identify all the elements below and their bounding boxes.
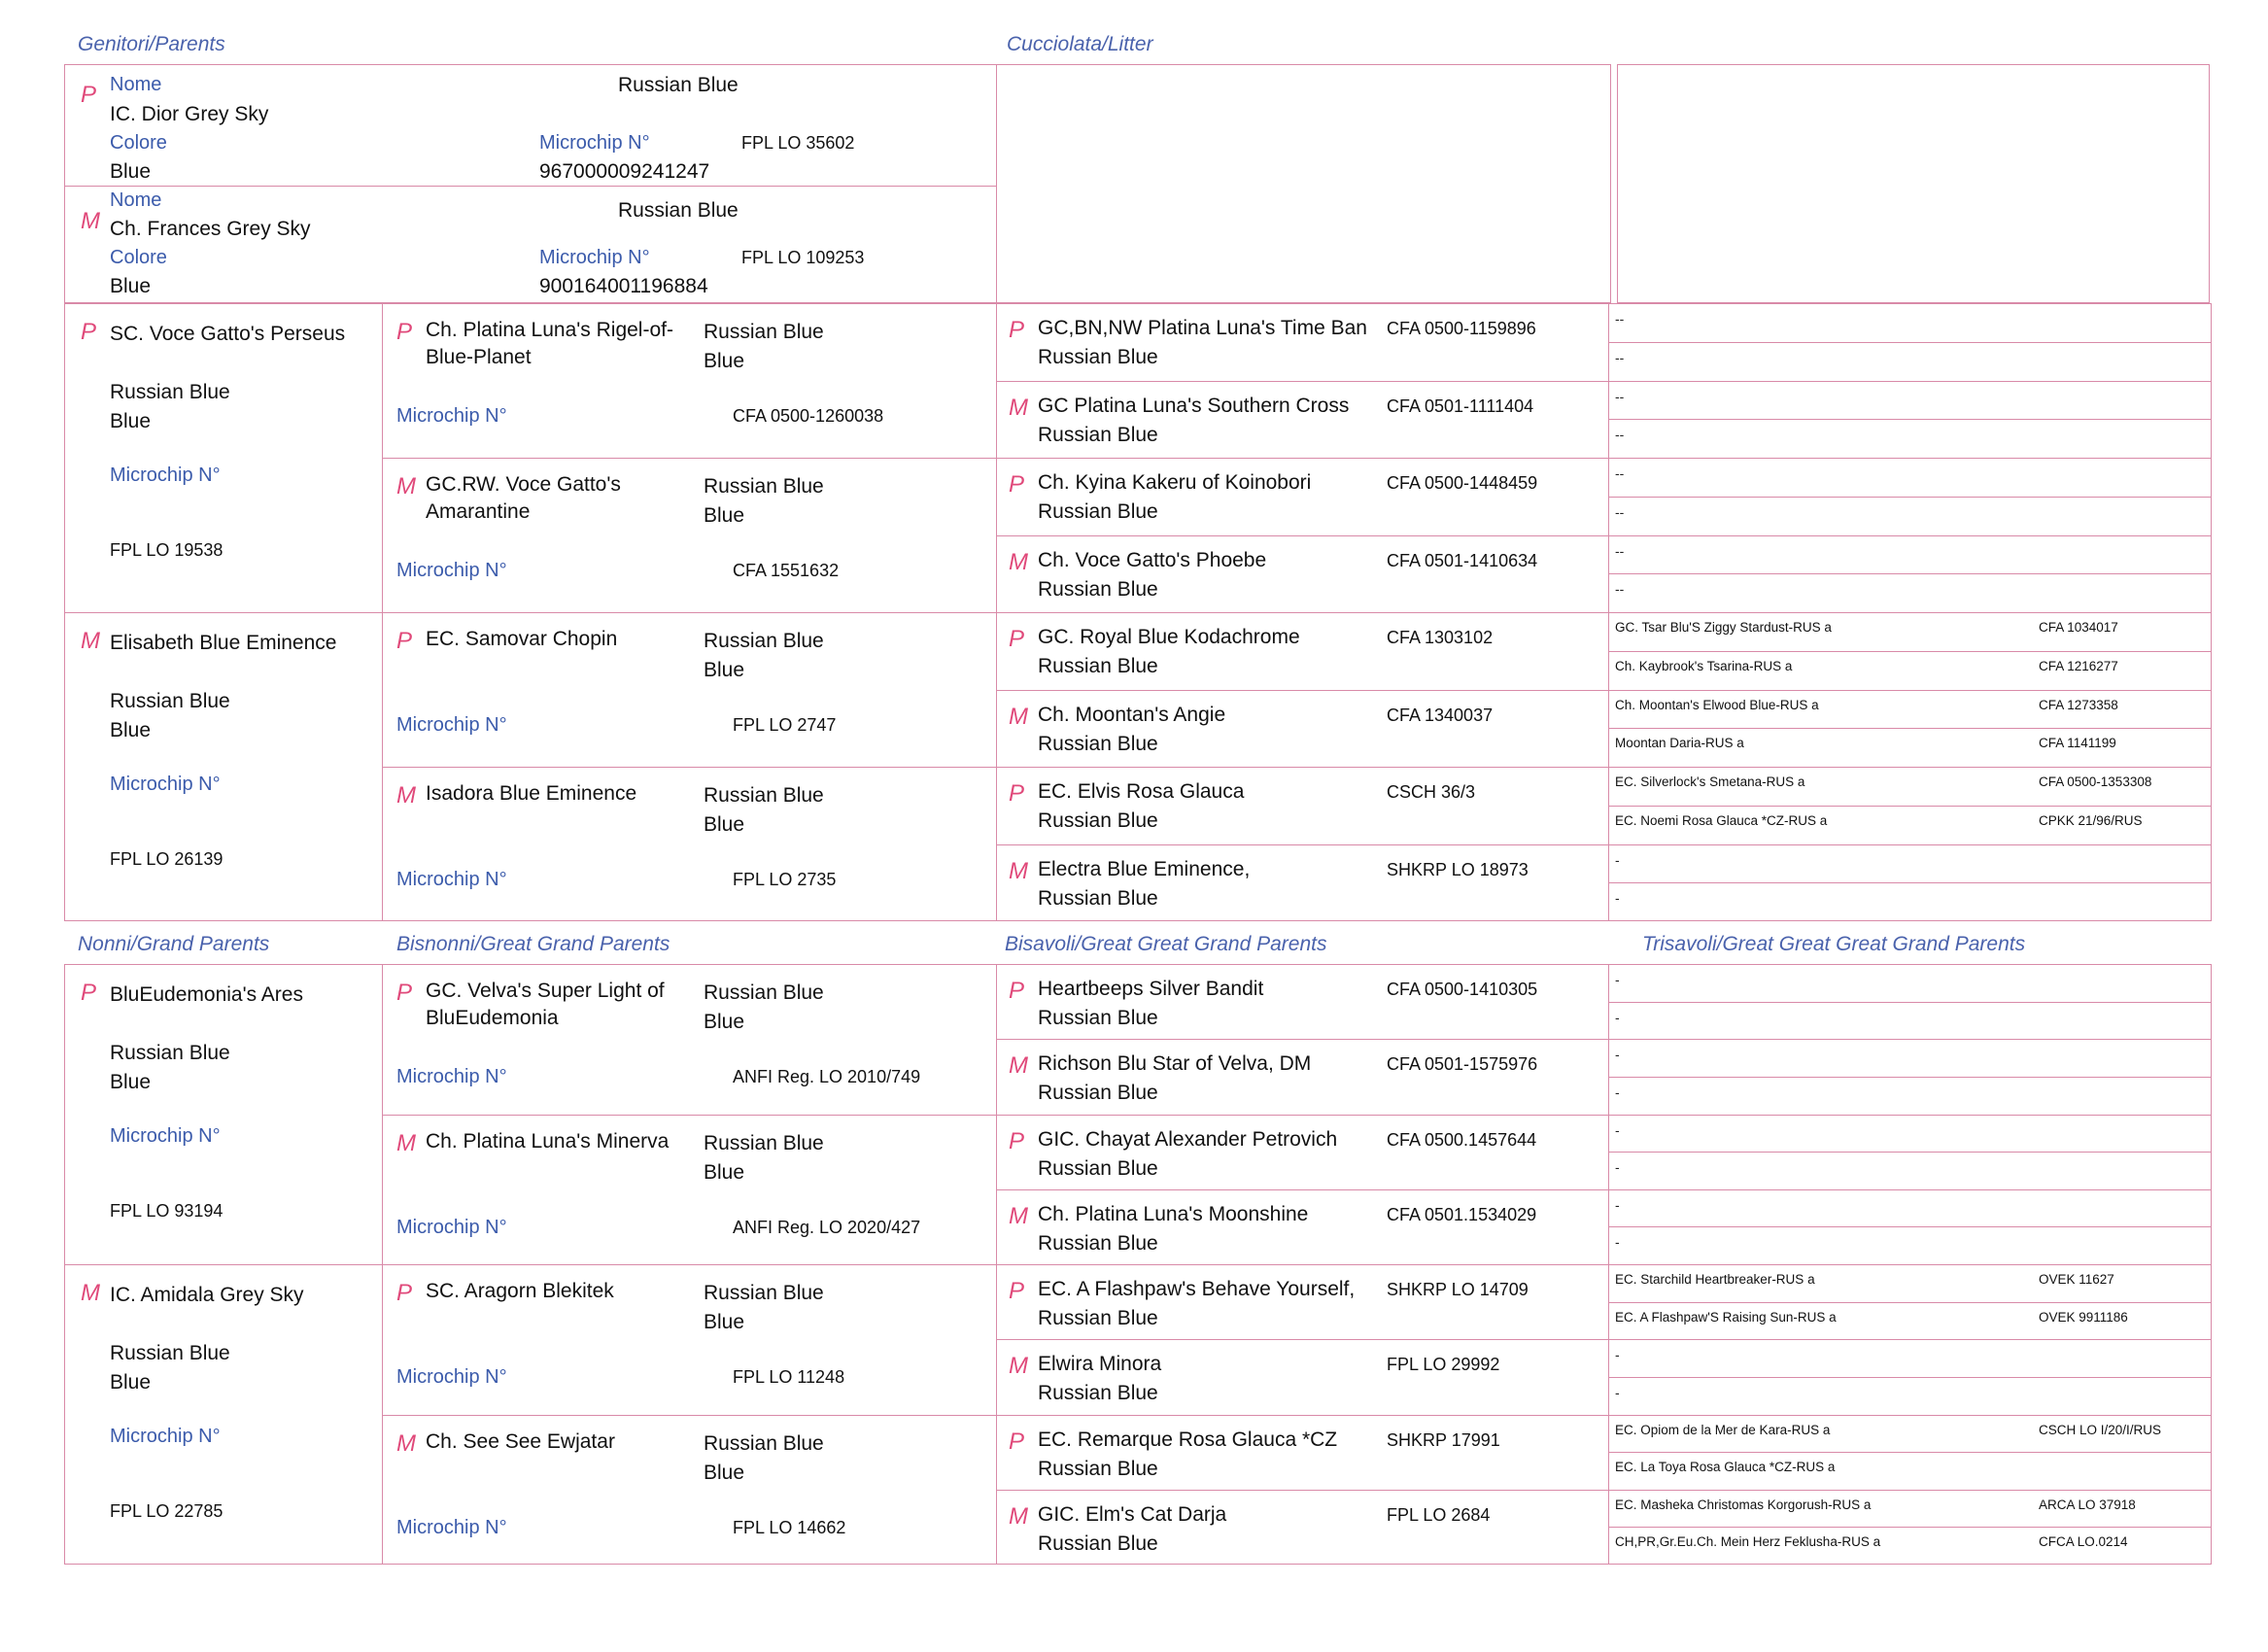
- grand-color: Blue: [110, 1371, 152, 1394]
- great3-name: -: [1615, 1196, 1620, 1213]
- great3-name: -: [1615, 890, 1620, 907]
- great2-reg: CFA 1340037: [1387, 705, 1494, 725]
- great2-reg: CFA 0500.1457644: [1387, 1129, 1537, 1150]
- parents-header: Genitori/Parents: [78, 33, 225, 55]
- row-divider: [1608, 612, 2212, 613]
- great3-name: -: [1615, 1347, 1620, 1363]
- great3-name: Moontan Daria-RUS a: [1615, 736, 1744, 751]
- great2-reg: CFA 0501-1410634: [1387, 550, 1538, 570]
- great-reg: CFA 1551632: [733, 561, 840, 580]
- sex-marker: P: [81, 82, 97, 108]
- row-divider: [1608, 1115, 2212, 1116]
- great-breed: Russian Blue: [704, 784, 824, 807]
- sex-marker: P: [396, 319, 413, 345]
- great-color: Blue: [704, 1160, 745, 1184]
- great2-name: GC,BN,NW Platina Luna's Time Ban: [1038, 317, 1367, 339]
- dam-color: Blue: [110, 275, 152, 297]
- grand-microchip-label: Microchip N°: [110, 1426, 221, 1447]
- row-divider: [1608, 381, 2212, 382]
- row-divider: [382, 458, 996, 459]
- dam-breed: Russian Blue: [618, 199, 739, 222]
- great-breed: Russian Blue: [704, 1431, 824, 1455]
- row-divider: [382, 1415, 996, 1416]
- great-microchip-label: Microchip N°: [396, 714, 507, 736]
- row-divider: [1608, 458, 2212, 459]
- sire-color: Blue: [110, 160, 152, 183]
- great3-reg: CPKK 21/96/RUS: [2039, 812, 2143, 828]
- great3-name: EC. A Flashpaw'S Raising Sun-RUS a: [1615, 1309, 1837, 1325]
- great-microchip-label: Microchip N°: [396, 1066, 507, 1087]
- great-name: EC. Samovar Chopin: [426, 628, 618, 650]
- great2-breed: Russian Blue: [1038, 809, 1158, 832]
- sex-marker: M: [81, 208, 100, 234]
- great2-breed: Russian Blue: [1038, 346, 1158, 368]
- row-divider: [1608, 1264, 2212, 1265]
- sex-marker: P: [1009, 317, 1025, 343]
- row-divider: [996, 690, 1608, 691]
- great-name: GC. Velva's Super Light of BluEudemonia: [426, 980, 665, 1029]
- great-microchip-label: Microchip N°: [396, 1366, 507, 1388]
- great2-breed: Russian Blue: [1038, 577, 1158, 601]
- row-divider: [1608, 1039, 2212, 1040]
- great3-name: GC. Tsar Blu'S Ziggy Stardust-RUS a: [1615, 620, 1832, 635]
- grand-reg: FPL LO 93194: [110, 1201, 223, 1221]
- great2-breed: Russian Blue: [1038, 1457, 1158, 1480]
- great-name: Ch. Platina Luna's Minerva: [426, 1129, 670, 1153]
- row-divider: [1608, 535, 2212, 536]
- litter-header: Cucciolata/Litter: [1007, 33, 1153, 55]
- sex-marker: P: [1009, 780, 1025, 807]
- great2-breed: Russian Blue: [1038, 655, 1158, 677]
- great3-reg: CFA 0500-1353308: [2039, 774, 2152, 789]
- great2-breed: Russian Blue: [1038, 423, 1158, 446]
- great-microchip-label: Microchip N°: [396, 869, 507, 890]
- great3-name: -: [1615, 1009, 1620, 1025]
- sire-name: IC. Dior Grey Sky: [110, 103, 269, 125]
- great2-name: EC. A Flashpaw's Behave Yourself,: [1038, 1278, 1356, 1300]
- row-divider: [382, 612, 996, 613]
- great3-name: -: [1615, 1159, 1620, 1176]
- great2-breed: Russian Blue: [1038, 1307, 1158, 1329]
- great2-breed: Russian Blue: [1038, 500, 1158, 523]
- grand-reg: FPL LO 19538: [110, 540, 223, 560]
- sex-marker: M: [1009, 548, 1028, 575]
- great2-reg: SHKRP LO 18973: [1387, 859, 1529, 879]
- row-divider: [996, 844, 1608, 845]
- great3-name: -: [1615, 1384, 1620, 1400]
- sex-marker: P: [396, 980, 413, 1006]
- sex-marker: P: [396, 628, 413, 654]
- row-divider: [1608, 1339, 2212, 1340]
- great2-name: Ch. Voce Gatto's Phoebe: [1038, 548, 1267, 571]
- grand-name: Elisabeth Blue Eminence: [110, 632, 337, 654]
- row-divider: [382, 1264, 996, 1265]
- row-divider: [996, 458, 1608, 459]
- row-divider: [1608, 767, 2212, 768]
- great-name: SC. Aragorn Blekitek: [426, 1280, 614, 1302]
- great2-reg: CFA 0501-1575976: [1387, 1054, 1538, 1075]
- great3-name: EC. Noemi Rosa Glauca *CZ-RUS a: [1615, 812, 1828, 828]
- litter-box-right: [1617, 64, 2210, 303]
- row-divider: [64, 612, 382, 613]
- sire-reg: FPL LO 35602: [741, 133, 855, 153]
- row-divider: [1608, 728, 2212, 729]
- row-divider: [1608, 573, 2212, 574]
- row-divider: [1608, 882, 2212, 883]
- sire-chip: 967000009241247: [539, 160, 710, 183]
- great-color: Blue: [704, 1011, 745, 1033]
- sex-marker: P: [81, 980, 97, 1006]
- great2-breed: Russian Blue: [1038, 1007, 1158, 1029]
- great3-name: --: [1615, 349, 1625, 365]
- great3-reg: OVEK 9911186: [2039, 1309, 2128, 1325]
- row-divider: [64, 1264, 382, 1265]
- sex-marker: P: [81, 319, 97, 345]
- great2-breed: Russian Blue: [1038, 886, 1158, 910]
- litter-box-left: [996, 64, 1611, 303]
- row-divider: [996, 612, 1608, 613]
- great3-name: --: [1615, 427, 1625, 443]
- sex-marker: M: [1009, 1502, 1028, 1530]
- great3-reg: OVEK 11627: [2039, 1272, 2114, 1287]
- grand-name: IC. Amidala Grey Sky: [110, 1284, 304, 1306]
- dam-microchip-label: Microchip N°: [539, 247, 650, 268]
- great2-name: Elwira Minora: [1038, 1353, 1162, 1376]
- great2-breed: Russian Blue: [1038, 1382, 1158, 1405]
- great2-reg: CSCH 36/3: [1387, 782, 1476, 802]
- great3-name: Ch. Kaybrook's Tsarina-RUS a: [1615, 658, 1793, 673]
- great-name: GC.RW. Voce Gatto's Amarantine: [426, 473, 621, 523]
- great3-name: -: [1615, 1084, 1620, 1100]
- row-divider: [1608, 1189, 2212, 1190]
- sex-marker: M: [1009, 394, 1028, 421]
- great-reg: CFA 0500-1260038: [733, 406, 884, 426]
- great2-name: GC Platina Luna's Southern Cross: [1038, 394, 1350, 417]
- sex-marker: P: [1009, 1278, 1025, 1304]
- great-breed: Russian Blue: [704, 321, 824, 343]
- great2-reg: FPL LO 2684: [1387, 1504, 1491, 1525]
- row-divider: [1608, 806, 2212, 807]
- great3-name: -: [1615, 851, 1620, 868]
- great2-reg: CFA 1303102: [1387, 628, 1494, 647]
- sex-marker: P: [1009, 471, 1025, 498]
- great-color: Blue: [704, 1311, 745, 1333]
- great-name: Ch. Platina Luna's Rigel-of-Blue-Planet: [426, 319, 673, 368]
- great-color: Blue: [704, 504, 745, 527]
- sex-marker: M: [1009, 1202, 1028, 1229]
- great2-reg: SHKRP LO 14709: [1387, 1280, 1529, 1299]
- row-divider: [1608, 1152, 2212, 1153]
- great3-name: --: [1615, 581, 1625, 598]
- great3-name: --: [1615, 542, 1625, 559]
- great-color: Blue: [704, 813, 745, 836]
- sire-microchip-label: Microchip N°: [539, 132, 650, 154]
- grand-color: Blue: [110, 410, 152, 432]
- great2-name: Ch. Platina Luna's Moonshine: [1038, 1202, 1309, 1225]
- sex-marker: M: [396, 1429, 416, 1457]
- great3-name: --: [1615, 465, 1625, 481]
- grand-breed: Russian Blue: [110, 1042, 230, 1064]
- great-reg: FPL LO 2735: [733, 870, 837, 889]
- row-divider: [996, 1339, 1608, 1340]
- great3-name: -: [1615, 1121, 1620, 1138]
- great3-name: --: [1615, 503, 1625, 520]
- row-divider: [996, 1264, 1608, 1265]
- row-divider: [1608, 342, 2212, 343]
- great3-name: --: [1615, 388, 1625, 404]
- great2-reg: FPL LO 29992: [1387, 1355, 1500, 1375]
- grand-parents-header: Nonni/Grand Parents: [78, 933, 270, 955]
- great2-reg: SHKRP 17991: [1387, 1429, 1500, 1450]
- row-divider: [1608, 1226, 2212, 1227]
- great2-name: Ch. Moontan's Angie: [1038, 703, 1226, 726]
- row-divider: [1608, 497, 2212, 498]
- row-divider: [1608, 1377, 2212, 1378]
- great-name: Ch. See See Ewjatar: [426, 1429, 615, 1453]
- sire-color-label: Colore: [110, 132, 167, 154]
- row-divider: [1608, 1077, 2212, 1078]
- row-divider: [1608, 690, 2212, 691]
- row-divider: [1608, 1452, 2212, 1453]
- great3-name: --: [1615, 311, 1625, 327]
- sex-marker: M: [1009, 1052, 1028, 1080]
- great2-name: Heartbeeps Silver Bandit: [1038, 978, 1264, 1000]
- great2-breed: Russian Blue: [1038, 1156, 1158, 1180]
- grand-reg: FPL LO 22785: [110, 1501, 223, 1521]
- row-divider: [1608, 651, 2212, 652]
- dam-chip: 900164001196884: [539, 275, 708, 297]
- sex-marker: M: [81, 628, 100, 654]
- sex-marker: P: [1009, 978, 1025, 1004]
- dam-reg: FPL LO 109253: [741, 248, 865, 267]
- great3-reg: CFA 1141199: [2039, 736, 2116, 751]
- great3-name: EC. Starchild Heartbreaker-RUS a: [1615, 1272, 1815, 1287]
- row-divider: [1608, 1302, 2212, 1303]
- grand-microchip-label: Microchip N°: [110, 465, 221, 486]
- row-divider: [996, 381, 1608, 382]
- great3-reg: ARCA LO 37918: [2039, 1497, 2136, 1512]
- great-breed: Russian Blue: [704, 475, 824, 498]
- sex-marker: P: [396, 1280, 413, 1306]
- row-divider: [996, 1115, 1608, 1116]
- great3-name: Ch. Moontan's Elwood Blue-RUS a: [1615, 697, 1819, 712]
- sex-marker: M: [1009, 703, 1028, 730]
- grand-breed: Russian Blue: [110, 381, 230, 403]
- great2-breed: Russian Blue: [1038, 1231, 1158, 1255]
- great3-name: -: [1615, 1047, 1620, 1063]
- row-divider: [996, 767, 1608, 768]
- great2-name: Electra Blue Eminence,: [1038, 857, 1251, 880]
- sex-marker: P: [1009, 626, 1025, 652]
- great-reg: ANFI Reg. LO 2020/427: [733, 1217, 921, 1237]
- great2-reg: CFA 0501.1534029: [1387, 1204, 1537, 1224]
- sex-marker: M: [81, 1280, 100, 1306]
- great-breed: Russian Blue: [704, 981, 824, 1004]
- great-reg: FPL LO 2747: [733, 715, 837, 735]
- great2-name: Richson Blu Star of Velva, DM: [1038, 1052, 1312, 1076]
- great-breed: Russian Blue: [704, 630, 824, 652]
- great2-reg: CFA 0500-1410305: [1387, 980, 1538, 999]
- great-breed: Russian Blue: [704, 1131, 824, 1154]
- great-color: Blue: [704, 350, 745, 372]
- grand-color: Blue: [110, 1071, 152, 1093]
- row-divider: [996, 535, 1608, 536]
- great2-name: Ch. Kyina Kakeru of Koinobori: [1038, 471, 1312, 494]
- grand-name: SC. Voce Gatto's Perseus: [110, 323, 346, 345]
- great3-reg: CFA 1273358: [2039, 697, 2118, 712]
- row-divider: [1608, 419, 2212, 420]
- great-reg: FPL LO 14662: [733, 1517, 846, 1537]
- grand-microchip-label: Microchip N°: [110, 1125, 221, 1147]
- row-divider: [996, 1415, 1608, 1416]
- great-reg: ANFI Reg. LO 2010/749: [733, 1067, 921, 1086]
- great3-name: CH,PR,Gr.Eu.Ch. Mein Herz Feklusha-RUS a: [1615, 1534, 1881, 1550]
- great2-breed: Russian Blue: [1038, 1532, 1158, 1555]
- dam-color-label: Colore: [110, 247, 167, 268]
- dam-name: Ch. Frances Grey Sky: [110, 218, 311, 240]
- great3-name: EC. Silverlock's Smetana-RUS a: [1615, 774, 1805, 789]
- great3-name: EC. Opiom de la Mer de Kara-RUS a: [1615, 1422, 1831, 1437]
- great2-header: Bisavoli/Great Great Grand Parents: [1005, 933, 1327, 955]
- grand-microchip-label: Microchip N°: [110, 774, 221, 795]
- grand-color: Blue: [110, 719, 152, 741]
- sex-marker: M: [396, 782, 416, 809]
- sex-marker: P: [1009, 1127, 1025, 1154]
- great-grand-parents-header: Bisnonni/Great Grand Parents: [396, 933, 670, 955]
- row-divider: [382, 1115, 996, 1116]
- grand-name: BluEudemonia's Ares: [110, 983, 303, 1006]
- great2-name: GIC. Chayat Alexander Petrovich: [1038, 1127, 1338, 1151]
- grand-breed: Russian Blue: [110, 1342, 230, 1364]
- row-divider: [1608, 844, 2212, 845]
- great-color: Blue: [704, 1461, 745, 1484]
- great2-breed: Russian Blue: [1038, 732, 1158, 755]
- sire-name-label: Nome: [110, 74, 162, 95]
- great3-reg: CSCH LO I/20/I/RUS: [2039, 1422, 2162, 1437]
- sex-marker: M: [396, 1129, 416, 1156]
- great3-reg: CFCA LO.0214: [2039, 1534, 2128, 1550]
- sex-marker: P: [1009, 1428, 1025, 1455]
- great-microchip-label: Microchip N°: [396, 405, 507, 427]
- great3-header: Trisavoli/Great Great Great Grand Parents: [1642, 933, 2026, 955]
- great3-name: -: [1615, 1234, 1620, 1251]
- great2-reg: CFA 0500-1159896: [1387, 319, 1536, 338]
- great-breed: Russian Blue: [704, 1282, 824, 1304]
- great3-name: EC. La Toya Rosa Glauca *CZ-RUS a: [1615, 1460, 1836, 1475]
- sex-marker: M: [396, 473, 416, 499]
- grand-reg: FPL LO 26139: [110, 849, 223, 869]
- great-reg: FPL LO 11248: [733, 1367, 845, 1387]
- great3-reg: CFA 1034017: [2039, 620, 2118, 635]
- row-divider: [1608, 1415, 2212, 1416]
- sex-marker: M: [1009, 857, 1028, 884]
- great-color: Blue: [704, 659, 745, 681]
- sex-marker: M: [1009, 1353, 1028, 1380]
- row-divider: [382, 767, 996, 768]
- row-divider: [1608, 1490, 2212, 1491]
- row-divider: [1608, 1527, 2212, 1528]
- great3-name: -: [1615, 972, 1620, 987]
- great2-reg: CFA 0501-1111404: [1387, 396, 1534, 416]
- row-divider: [996, 1189, 1608, 1190]
- great2-name: GIC. Elm's Cat Darja: [1038, 1502, 1227, 1526]
- grand-breed: Russian Blue: [110, 690, 230, 712]
- great2-name: GC. Royal Blue Kodachrome: [1038, 626, 1300, 648]
- great-microchip-label: Microchip N°: [396, 1216, 507, 1238]
- great-microchip-label: Microchip N°: [396, 1516, 507, 1538]
- great2-reg: CFA 0500-1448459: [1387, 473, 1538, 493]
- sire-breed: Russian Blue: [618, 74, 739, 96]
- row-divider: [996, 1039, 1608, 1040]
- dam-name-label: Nome: [110, 189, 162, 211]
- row-divider: [1608, 1002, 2212, 1003]
- great2-name: EC. Elvis Rosa Glauca: [1038, 780, 1245, 803]
- great3-name: EC. Masheka Christomas Korgorush-RUS a: [1615, 1497, 1872, 1512]
- row-divider: [996, 1490, 1608, 1491]
- great-microchip-label: Microchip N°: [396, 560, 507, 581]
- parents-divider: [64, 186, 997, 187]
- great2-name: EC. Remarque Rosa Glauca *CZ: [1038, 1428, 1338, 1451]
- great3-reg: CFA 1216277: [2039, 658, 2118, 673]
- great-name: Isadora Blue Eminence: [426, 782, 637, 805]
- great2-breed: Russian Blue: [1038, 1082, 1158, 1105]
